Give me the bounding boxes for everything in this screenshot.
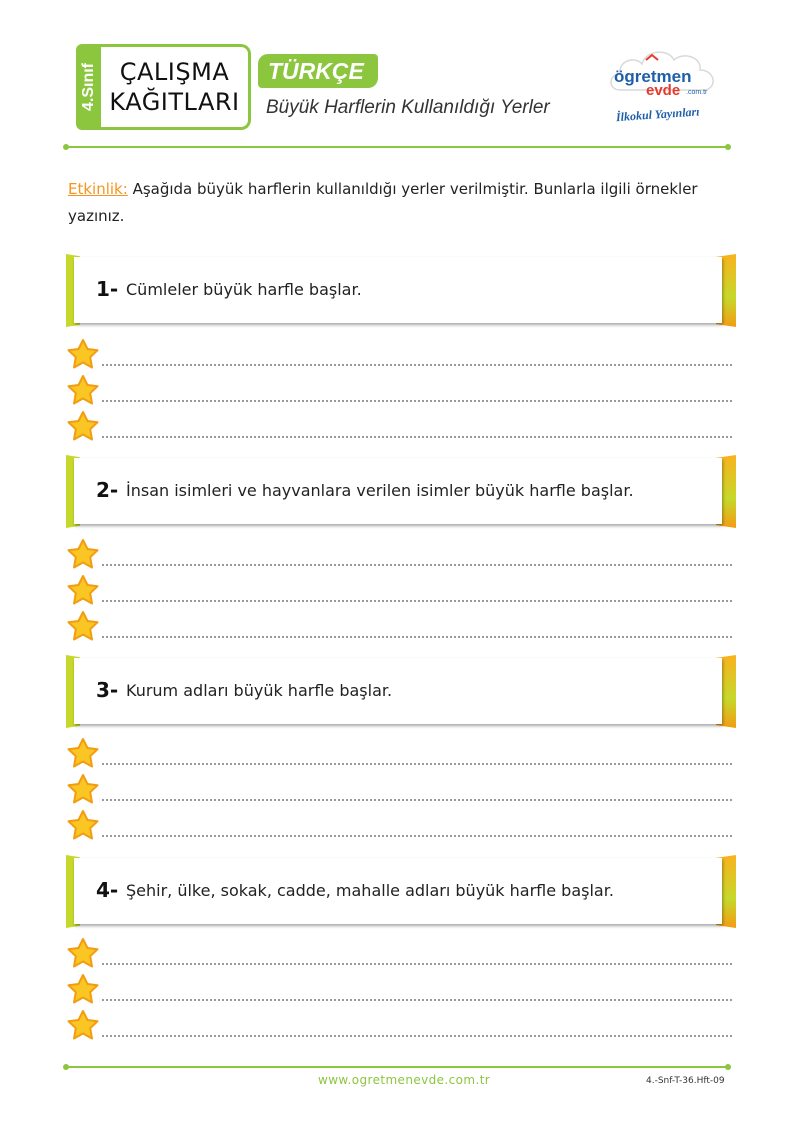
- instruction-label: Etkinlik:: [68, 180, 128, 198]
- logo-domain: .com.tr: [686, 89, 708, 96]
- answer-line[interactable]: [66, 538, 732, 572]
- grade-label: 4.Sınıf: [80, 62, 97, 112]
- publisher-logo: [606, 46, 722, 128]
- title-line-1: ÇALIŞMA: [119, 58, 230, 86]
- answer-line[interactable]: [66, 1009, 732, 1043]
- star-icon: [66, 338, 100, 370]
- rule-text: Cümleler büyük harfle başlar.: [126, 280, 362, 299]
- answer-line[interactable]: [66, 737, 732, 771]
- title-line-2: KAĞITLARI: [109, 88, 240, 116]
- star-icon: [66, 973, 100, 1005]
- instruction: [68, 176, 728, 230]
- logo-tagline: İlkokul Yayınları: [615, 104, 700, 125]
- topic-title: Büyük Harflerin Kullanıldığı Yerler: [266, 97, 550, 118]
- answer-line[interactable]: [66, 937, 732, 971]
- answer-line[interactable]: [66, 574, 732, 608]
- star-icon: [66, 610, 100, 642]
- rule-number: 4-: [96, 878, 119, 902]
- grade-tab: [76, 44, 102, 130]
- star-icon: [66, 1009, 100, 1041]
- star-icon: [66, 809, 100, 841]
- rule-card-2: [66, 455, 736, 528]
- star-icon: [66, 574, 100, 606]
- rule-card-3: [66, 655, 736, 728]
- answer-line[interactable]: [66, 809, 732, 843]
- answer-line[interactable]: [66, 610, 732, 644]
- rule-number: 1-: [96, 277, 119, 301]
- star-icon: [66, 773, 100, 805]
- rule-text: İnsan isimleri ve hayvanlara verilen isimler büyük harfle başlar.: [126, 481, 634, 500]
- worksheet-title: [101, 44, 251, 130]
- rule-number: 3-: [96, 678, 119, 702]
- instruction-text: Aşağıda büyük harflerin kullanıldığı yerler verilmiştir. Bunlarla ilgili örnekler yazınız.: [68, 180, 698, 225]
- answer-line[interactable]: [66, 338, 732, 372]
- answer-line[interactable]: [66, 374, 732, 408]
- logo-brand-2: evde: [646, 82, 681, 99]
- document-code: 4.-Snf-T-36.Hft-09: [646, 1076, 725, 1086]
- answer-line[interactable]: [66, 773, 732, 807]
- header-divider: [66, 146, 728, 148]
- answer-line[interactable]: [66, 410, 732, 444]
- rule-card-1: [66, 254, 736, 327]
- answer-line[interactable]: [66, 973, 732, 1007]
- footer-divider: [66, 1066, 728, 1068]
- rule-number: 2-: [96, 478, 119, 502]
- rule-text: Kurum adları büyük harfle başlar.: [126, 681, 393, 700]
- rule-text: Şehir, ülke, sokak, cadde, mahalle adları büyük harfle başlar.: [126, 881, 614, 900]
- star-icon: [66, 410, 100, 442]
- subject-label: TÜRKÇE: [268, 58, 364, 84]
- star-icon: [66, 374, 100, 406]
- footer-website[interactable]: www.ogretmenevde.com.tr: [318, 1073, 491, 1087]
- star-icon: [66, 937, 100, 969]
- subject-tag: [258, 54, 378, 88]
- rule-card-4: [66, 855, 736, 928]
- star-icon: [66, 737, 100, 769]
- logo-brand-1: ögretmen: [614, 67, 692, 86]
- star-icon: [66, 538, 100, 570]
